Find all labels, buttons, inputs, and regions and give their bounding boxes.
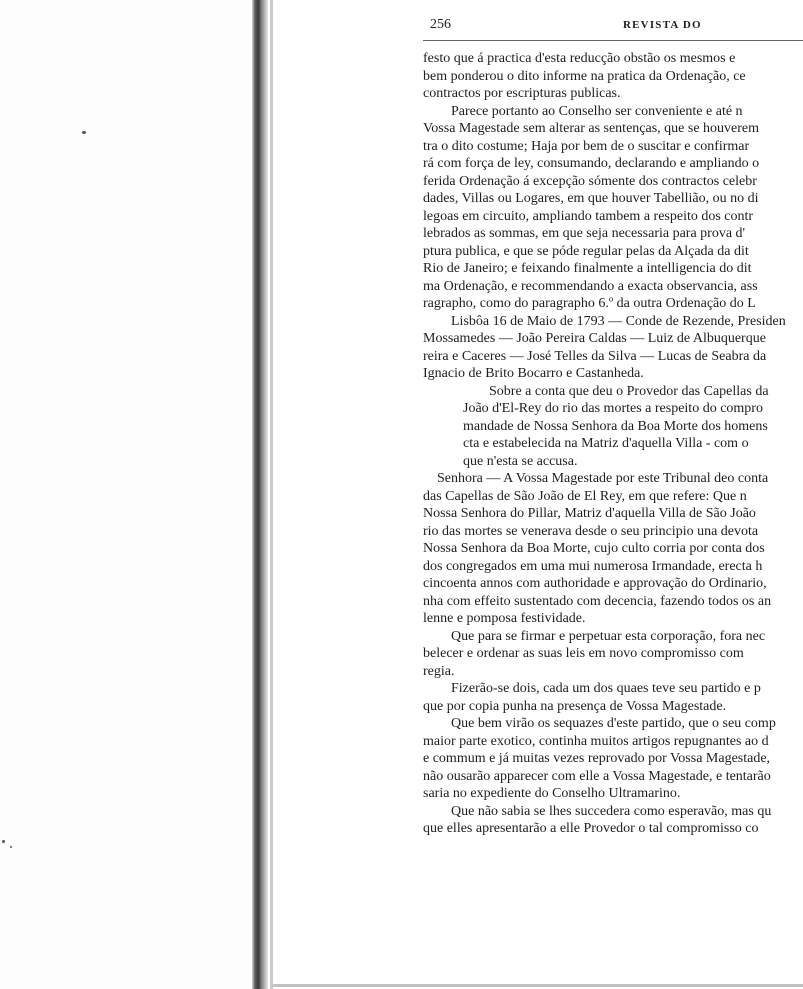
text-line: lebrados as sommas, em que seja necessaria para prova d' <box>423 226 746 241</box>
book-page <box>273 0 803 989</box>
text-line: mandade de Nossa Senhora da Boa Morte dos homens <box>463 418 768 434</box>
text-line: Nossa Senhora da Boa Morte, cujo culto corria por conta dos <box>423 541 765 556</box>
text-line: lenne e pomposa festividade. <box>423 611 586 626</box>
left-page-margin <box>0 0 255 989</box>
text-line: das Capellas de São João de El Rey, em que refere: Que n <box>423 488 747 504</box>
text-line: nha com effeito sustentado com decencia, fazendo todos os an <box>423 593 772 609</box>
running-head: REVISTA DO <box>623 19 702 31</box>
text-line: e commum e já muitas vezes reprovado por Vossa Magestade, <box>423 751 771 766</box>
text-line: belecer e ordenar as suas leis em novo compromisso com <box>423 646 744 661</box>
text-line: dades, Villas ou Logares, em que houver Tabellião, ou no di <box>423 191 759 206</box>
text-line: cta e estabelecida na Matriz d'aquella Villa - com o <box>463 436 749 451</box>
text-line: ragrapho, como do paragrapho 6.º da outra Ordenação do L <box>423 296 756 311</box>
text-line: dos congregados em uma mui numerosa Irmandade, erecta h <box>423 558 763 574</box>
book-gutter <box>252 0 268 989</box>
ink-speck <box>82 131 86 134</box>
text-line: Mossamedes — João Pereira Caldas — Luiz de Albuquerque <box>423 331 766 346</box>
ink-speck <box>10 846 12 848</box>
text-line: Senhora — A Vossa Magestade por este Tribunal deo conta <box>437 471 769 486</box>
text-line: regia. <box>423 663 455 679</box>
text-line: ma Ordenação, e recommendando a exacta observancia, ass <box>423 278 758 294</box>
text-line: Nossa Senhora do Pillar, Matriz d'aquella Villa de São João <box>423 506 756 521</box>
text-line: ferida Ordenação á excepção sómente dos contractos celebr <box>423 173 757 189</box>
text-line: ptura publica, e que se póde regular pelas da Alçada da dit <box>423 243 749 259</box>
text-line: rá com força de ley, consumando, declarando e ampliando o <box>423 156 760 171</box>
ink-speck <box>2 840 5 843</box>
text-line: festo que á practica d'esta reducção obstão os mesmos e <box>423 51 736 66</box>
text-line: cincoenta annos com authoridade e approvação do Ordinario, <box>423 576 767 591</box>
text-line: legoas em circuito, ampliando tambem a respeito dos contr <box>423 208 754 224</box>
text-line: Sobre a conta que deu o Provedor das Capellas da <box>489 383 769 399</box>
text-line: Fizerão-se dois, cada um dos quaes teve seu partido e p <box>451 681 761 696</box>
page-bottom-edge <box>273 984 803 987</box>
text-line: que por copia punha na presença de Vossa Magestade. <box>423 698 727 714</box>
text-line: Lisbôa 16 de Maio de 1793 — Conde de Rezende, Presiden <box>451 313 786 329</box>
text-line: Que bem virão os sequazes d'este partido, que o seu comp <box>451 716 776 731</box>
text-line: que elles apresentarão a elle Provedor o tal compromisso co <box>423 821 759 836</box>
text-line: contractos por escripturas publicas. <box>423 86 621 101</box>
text-line: não ousarão apparecer com elle a Vossa Magestade, e tentarão <box>423 768 771 784</box>
text-line: Rio de Janeiro; e feixando finalmente a intelligencia do dit <box>423 261 752 276</box>
text-line: reira e Caceres — José Telles da Silva — Lucas de Seabra da <box>423 348 767 364</box>
text-line: Parece portanto ao Conselho ser conveniente e até n <box>451 103 743 119</box>
text-line: Que não sabia se lhes succedera como esperavão, mas qu <box>451 803 772 819</box>
text-line: Ignacio de Brito Bocarro e Castanheda. <box>423 366 644 381</box>
text-line: que n'esta se accusa. <box>463 453 578 469</box>
text-line: Que para se firmar e perpetuar esta corporação, fora nec <box>451 628 766 644</box>
header-rule <box>423 40 803 41</box>
text-line: saria no expediente do Conselho Ultramarino. <box>423 786 681 801</box>
text-line: tra o dito costume; Haja por bem de o suscitar e confirmar <box>423 138 750 154</box>
text-line: Vossa Magestade sem alterar as sentenças, que se houverem <box>423 121 760 136</box>
text-line: João d'El-Rey do rio das mortes a respeito do compro <box>463 401 763 416</box>
page-number: 256 <box>430 17 451 32</box>
text-line: bem ponderou o dito informe na pratica da Ordenação, ce <box>423 68 746 84</box>
page-body-text <box>423 50 803 838</box>
text-line: rio das mortes se venerava desde o seu principio una devota <box>423 523 759 539</box>
text-line: maior parte exotico, continha muitos artigos repugnantes ao d <box>423 733 769 749</box>
